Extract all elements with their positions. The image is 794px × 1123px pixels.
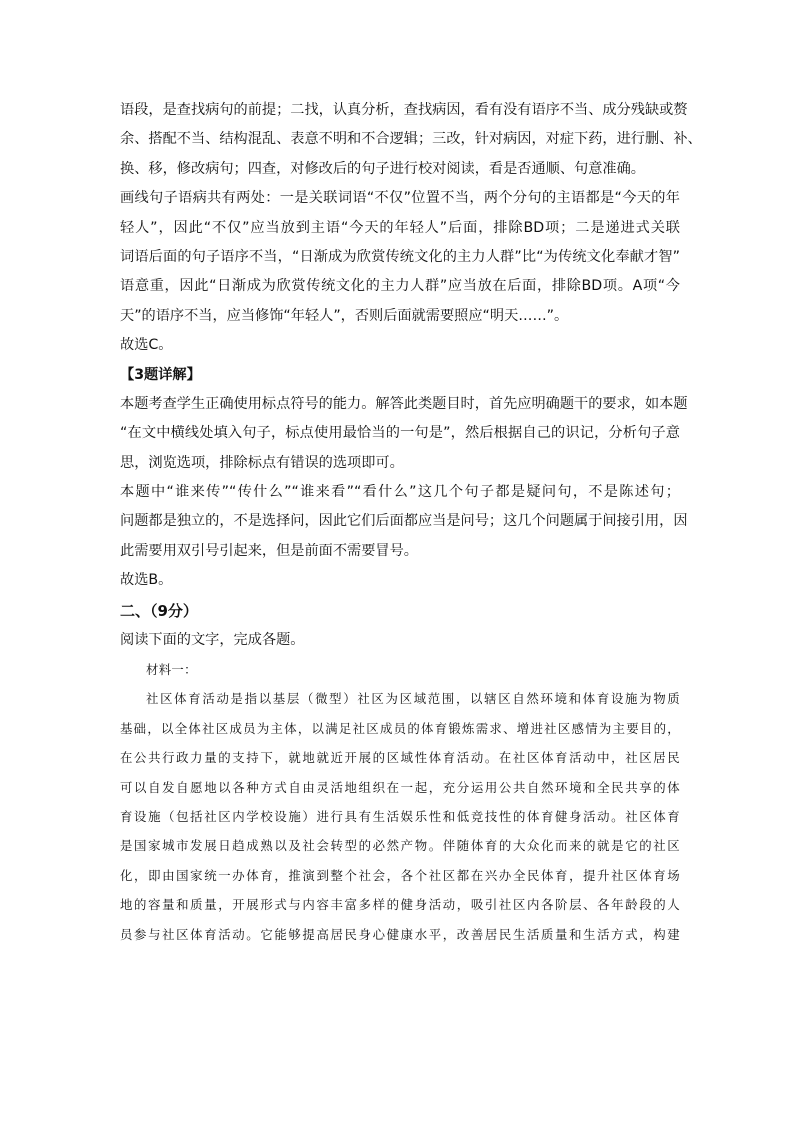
material-line: 育设施（包括社区内学校设施）进行具有生活娱乐性和低竞技性的体育健身活动。社区体育: [120, 808, 680, 824]
material-line: 是国家城市发展日趋成熟以及社会转型的必然产物。伴随体育的大众化而来的就是它的社区: [120, 838, 680, 854]
text-line: 余、搭配不当、结构混乱、表意不明和不合逻辑；三改，针对病因，对症下药，进行删、补、: [120, 131, 702, 148]
material-line: 地的容量和质量，开展形式与内容丰富多样的健身活动，吸引社区内各阶层、各年龄段的人: [120, 897, 680, 913]
material-line: 化，即由国家统一办体育，推演到整个社会，各个社区都在兴办全民体育，提升社区体育场: [120, 867, 680, 883]
text-line: 语意重，因此“日渐成为欣赏传统文化的主力人群”应当放在后面，排除BD项。A项“今: [120, 278, 680, 295]
page-content: [120, 96, 702, 949]
paragraph-q3-analysis: [120, 478, 688, 566]
instruction-line: 阅读下面的文字，完成各题。: [120, 631, 305, 648]
text-line: 画线句子语病共有两处：一是关联词语“不仅”位置不当，两个分句的主语都是“今天的年: [120, 190, 680, 207]
question-3-heading: 【3题详解】: [120, 366, 201, 383]
text-line: 问题都是独立的，不是选择问，因此它们后面都应当是问号；这几个问题属于间接引用，因: [120, 513, 688, 530]
text-line: 思，浏览选项，排除标点有错误的选项即可。: [120, 454, 404, 471]
paragraph-analysis: [120, 184, 680, 331]
text-line: 换、移，修改病句；四查，对修改后的句子进行校对阅读，看是否通顺、句意准确。: [120, 160, 645, 177]
material-line: 可以自发自愿地以各种方式自由灵活地组织在一起，充分运用公共自然环境和全民共享的体: [120, 779, 680, 795]
text-line: 本题考查学生正确使用标点符号的能力。解答此类题目时，首先应明确题干的要求，如本题: [120, 395, 688, 412]
material-label: 材料一：: [146, 662, 197, 678]
text-line: 本题中“谁来传”“传什么”“谁来看”“看什么”这几个句子都是疑问句，不是陈述句；: [120, 484, 680, 501]
text-line: 词语后面的句子语序不当，“日渐成为欣赏传统文化的主力人群”比“为传统文化奉献才智”: [120, 248, 680, 265]
text-line: 轻人”，因此“不仅”应当放到主语“今天的年轻人”后面，排除BD项；二是递进式关联: [120, 219, 680, 236]
section-heading: 二、（9分）: [120, 601, 198, 620]
text-line: “在文中横线处填入句子，标点使用最恰当的一句是”，然后根据自己的识记，分析句子意: [120, 425, 680, 442]
material-one: [120, 655, 680, 949]
paragraph-method: [120, 96, 702, 184]
text-line: 此需要用双引号引起来，但是前面不需要冒号。: [120, 542, 418, 559]
text-line: 语段，是查找病句的前提；二找，认真分析，查找病因，看有没有语序不当、成分残缺或赘: [120, 102, 688, 118]
material-line: 基础，以全体社区成员为主体，以满足社区成员的体育锻炼需求、增进社区感情为主要目的，: [120, 720, 680, 736]
answer-line: 故选C。: [120, 337, 173, 354]
answer-line: 故选B。: [120, 572, 173, 589]
paragraph-q3-explanation: [120, 390, 688, 478]
material-line: 在公共行政力量的支持下，就地就近开展的区域性体育活动。在社区体育活动中，社区居民: [120, 750, 680, 766]
material-line: 社区体育活动是指以基层（微型）社区为区域范围，以辖区自然环境和体育设施为物质: [146, 691, 680, 707]
text-line: 天”的语序不当，应当修饰“年轻人”，否则后面就需要照应“明天……”。: [120, 307, 569, 324]
material-line: 员参与社区体育活动。它能够提高居民身心健康水平，改善居民生活质量和生活方式，构建: [120, 926, 680, 942]
